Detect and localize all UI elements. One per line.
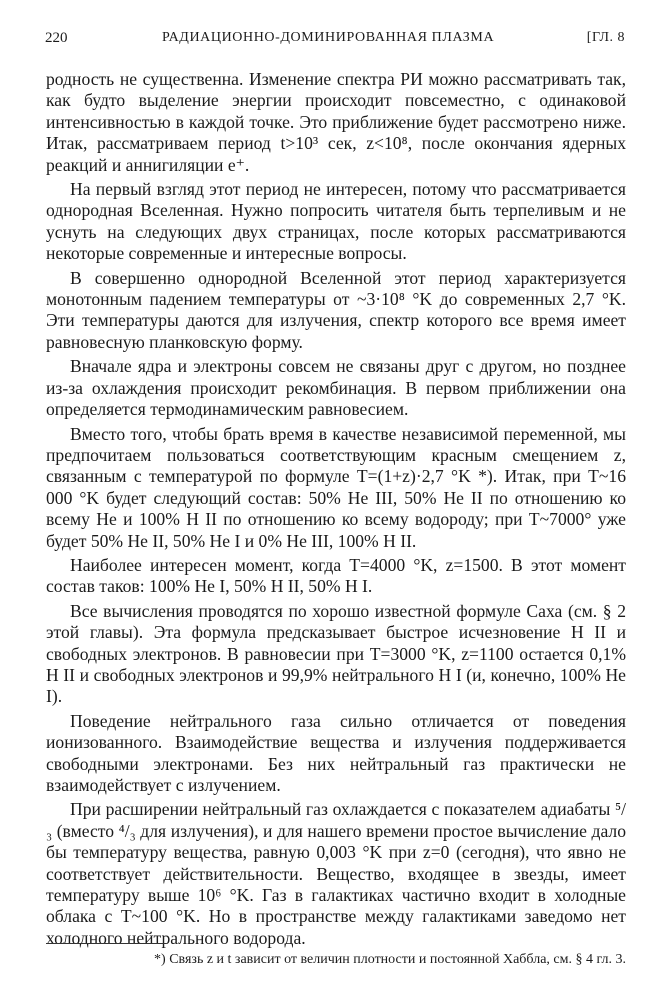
chapter-marker: [ГЛ. 8	[586, 30, 625, 45]
paragraph-5: Вместо того, чтобы брать время в качестве независимой переменной, мы предпочитаем пользоваться соответствующим красным смещением z, связанным с температурой по формуле T=(1+z)·2,7 °K *). Итак, при T~16 000 °K будет следующий состав: 50% He III, 50% He II по отношению ко всему He и 100% H II по отношению ко всему водороду; при T~7000° уже будет 50% He II, 50% He I и 0% He III, 100% H II.	[46, 423, 626, 551]
footnote: *) Связь z и t зависит от величин плотности и постоянной Хаббла, см. § 4 гл. 3.	[154, 952, 626, 967]
paragraph-9: При расширении нейтральный газ охлаждается с показателем адиабаты ⁵/₃ (вместо ⁴/₃ для излучения), и для нашего времени простое вычисление дало бы температуру вещества, равную 0,003 °K при z=0 (сегодня), что явно не соответствует действительности. Вещество, входящее в звезды, имеет температуру выше 10⁶ °K. Газ в галактиках частично входит в холодные облака с T~100 °K. Но в пространстве между галактиками заведомо нет холодного нейтрального водорода.	[46, 799, 626, 948]
paragraph-7: Все вычисления проводятся по хорошо известной формуле Саха (см. § 2 этой главы). Эта формула предсказывает быстрое исчезновение H II и свободных электронов. В равновесии при T=3000 °K, z=1100 остается 0,1% H II и свободных электронов и 99,9% нейтрального H I (и, конечно, 100% He I).	[46, 600, 626, 707]
paragraph-2: На первый взгляд этот период не интересен, потому что рассматривается однородная Вселенная. Нужно попросить читателя быть терпеливым и не уснуть на следующих двух страницах, после которых рассматриваются некоторые современные и интересные вопросы.	[46, 179, 626, 264]
paragraph-6: Наиболее интересен момент, когда T=4000 °K, z=1500. В этот момент состав таков: 100% He I, 50% H II, 50% H I.	[46, 554, 626, 597]
paragraph-1: родность не существенна. Изменение спектра РИ можно рассматривать так, как будто выделение энергии происходит повсеместно, с одинаковой интенсивностью в каждой точке. Это приближение будет рассмотрено ниже. Итак, рассматриваем период t>10³ сек, z<10⁸, после окончания ядерных реакций и аннигиляции e⁺.	[46, 69, 626, 175]
running-title: РАДИАЦИОННО-ДОМИНИРОВАННАЯ ПЛАЗМА	[162, 30, 495, 45]
paragraph-3: В совершенно однородной Вселенной этот период характеризуется монотонным падением температуры от ~3·10⁸ °K до современных 2,7 °K. Эти температуры даются для излучения, спектр которого все время имеет равновесную планковскую форму.	[46, 267, 626, 352]
page-number: 220	[45, 30, 68, 46]
paragraph-8: Поведение нейтрального газа сильно отличается от поведения ионизованного. Взаимодействие вещества и излучения поддерживается свободными электронами. Без них нейтральный газ практически не взаимодействует с излучением.	[46, 710, 626, 795]
running-header	[45, 30, 625, 54]
body-text	[46, 69, 626, 949]
footnote-divider	[46, 943, 166, 944]
paragraph-4: Вначале ядра и электроны совсем не связаны друг с другом, но позднее из-за охлаждения происходит рекомбинация. В первом приближении она определяется термодинамическим равновесием.	[46, 356, 626, 420]
